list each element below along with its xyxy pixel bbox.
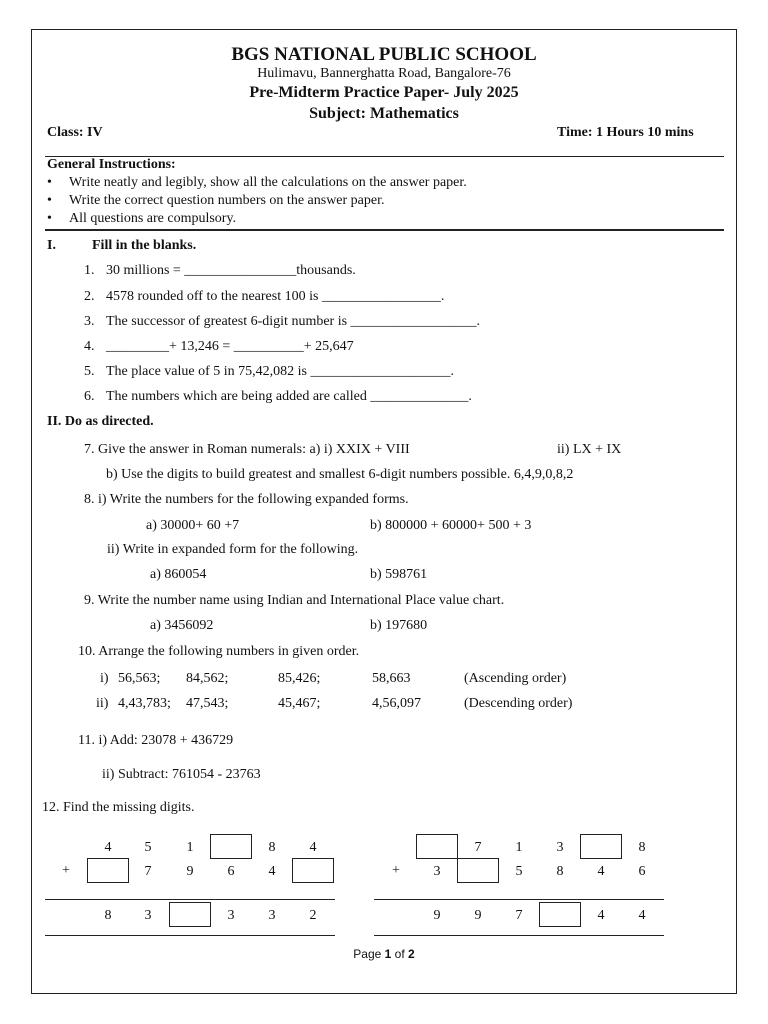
q10-number: 4,43,783; [118,696,171,711]
digit: 9 [433,908,441,923]
instruction-item: Write the correct question numbers on the answer paper. [69,193,385,208]
time-label: Time: 1 Hours 10 mins [557,125,694,140]
q10-number: 85,426; [278,671,321,686]
q9-text: 9. Write the number name using Indian and International Place value chart. [84,593,505,608]
instructions-heading: General Instructions: [47,157,176,172]
missing-digit-box[interactable] [539,902,581,927]
question-number: 2. [84,289,95,304]
q11-part-ii: ii) Subtract: 761054 - 23763 [102,767,261,782]
q9-b: b) 197680 [370,618,428,633]
missing-digit-box[interactable] [416,834,458,859]
q12-text: 12. Find the missing digits. [42,800,195,815]
digit: 4 [638,908,646,923]
class-label: Class: IV [47,125,103,140]
digit: 2 [309,908,317,923]
digit: 8 [104,908,112,923]
q7-part-a2: ii) LX + IX [557,442,622,457]
q10-row-label: i) [100,671,109,686]
q7-part-a: 7. Give the answer in Roman numerals: a) i) XXIX + VIII [84,442,410,457]
q10-order: (Descending order) [464,696,573,711]
digit: 7 [144,864,152,879]
digit: 9 [474,908,482,923]
bullet-icon: • [47,193,52,208]
missing-digit-box[interactable] [210,834,252,859]
question-text: The place value of 5 in 75,42,082 is ____________________. [106,364,455,379]
question-number: 5. [84,364,95,379]
q10-number: 58,663 [372,671,411,686]
q8-ii-a: a) 860054 [150,567,207,582]
page-current: 1 [384,947,392,961]
q8-i-b: b) 800000 + 60000+ 500 + 3 [370,518,532,533]
page-total: 2 [408,947,415,961]
digit: 4 [104,840,112,855]
digit: 4 [309,840,317,855]
missing-digit-box[interactable] [169,902,211,927]
sum-line-right-bottom [374,935,664,936]
school-address: Hulimavu, Bannerghatta Road, Bangalore-76 [257,66,511,81]
digit: 5 [144,840,152,855]
bullet-icon: • [47,175,52,190]
sum-line-left-bottom [45,935,335,936]
bullet-icon: • [47,211,52,226]
q11-part-i: 11. i) Add: 23078 + 436729 [78,733,234,748]
instructions-divider [45,229,724,231]
digit: 8 [556,864,564,879]
instruction-item: Write neatly and legibly, show all the calculations on the answer paper. [69,175,467,190]
page-of: of [391,947,409,961]
school-name: BGS NATIONAL PUBLIC SCHOOL [231,44,537,65]
digit: 9 [186,864,194,879]
section1-title: Fill in the blanks. [92,238,197,253]
question-text: The successor of greatest 6-digit number is __________________. [106,314,481,329]
plus-sign-right: + [392,863,400,878]
q10-number: 84,562; [186,671,229,686]
missing-digit-box[interactable] [580,834,622,859]
digit: 4 [597,908,605,923]
q10-text: 10. Arrange the following numbers in given order. [78,644,360,659]
q8-part-ii: ii) Write in expanded form for the following. [107,542,359,557]
question-number: 6. [84,389,95,404]
digit: 1 [186,840,194,855]
plus-sign-left: + [62,863,70,878]
question-number: 4. [84,339,95,354]
instruction-item: All questions are compulsory. [69,211,237,226]
question-text: 30 millions = ________________thousands. [106,263,356,278]
digit: 4 [597,864,605,879]
digit: 3 [144,908,152,923]
digit: 3 [227,908,235,923]
digit: 5 [515,864,523,879]
digit: 8 [268,840,276,855]
question-number: 3. [84,314,95,329]
digit: 7 [515,908,523,923]
missing-digit-box[interactable] [292,858,334,883]
sum-line-left-top [45,899,335,900]
missing-digit-box[interactable] [87,858,129,883]
question-text: 4578 rounded off to the nearest 100 is _________________. [106,289,445,304]
q7-part-b: b) Use the digits to build greatest and smallest 6-digit numbers possible. 6,4,9,0,8,2 [106,467,574,482]
subject-title: Subject: Mathematics [309,105,459,122]
digit: 1 [515,840,523,855]
question-text: The numbers which are being added are called ______________. [106,389,472,404]
digit: 7 [474,840,482,855]
section2-title: II. Do as directed. [47,414,154,429]
q10-number: 45,467; [278,696,321,711]
digit: 6 [638,864,646,879]
page-prefix: Page [353,947,385,961]
digit: 3 [268,908,276,923]
page-footer [31,947,737,961]
q10-number: 47,543; [186,696,229,711]
section1-number: I. [47,238,56,253]
digit: 8 [638,840,646,855]
q10-row-label: ii) [96,696,109,711]
question-text: _________+ 13,246 = __________+ 25,647 [106,339,354,354]
missing-digit-box[interactable] [457,858,499,883]
q8-i-a: a) 30000+ 60 +7 [146,518,240,533]
paper-title: Pre-Midterm Practice Paper- July 2025 [249,84,519,101]
question-number: 1. [84,263,95,278]
q9-a: a) 3456092 [150,618,214,633]
q8-part-i: 8. i) Write the numbers for the following expanded forms. [84,492,409,507]
sum-line-right-top [374,899,664,900]
digit: 3 [433,864,441,879]
q10-number: 56,563; [118,671,161,686]
q10-number: 4,56,097 [372,696,421,711]
q10-order: (Ascending order) [464,671,567,686]
digit: 4 [268,864,276,879]
digit: 3 [556,840,564,855]
digit: 6 [227,864,235,879]
q8-ii-b: b) 598761 [370,567,428,582]
